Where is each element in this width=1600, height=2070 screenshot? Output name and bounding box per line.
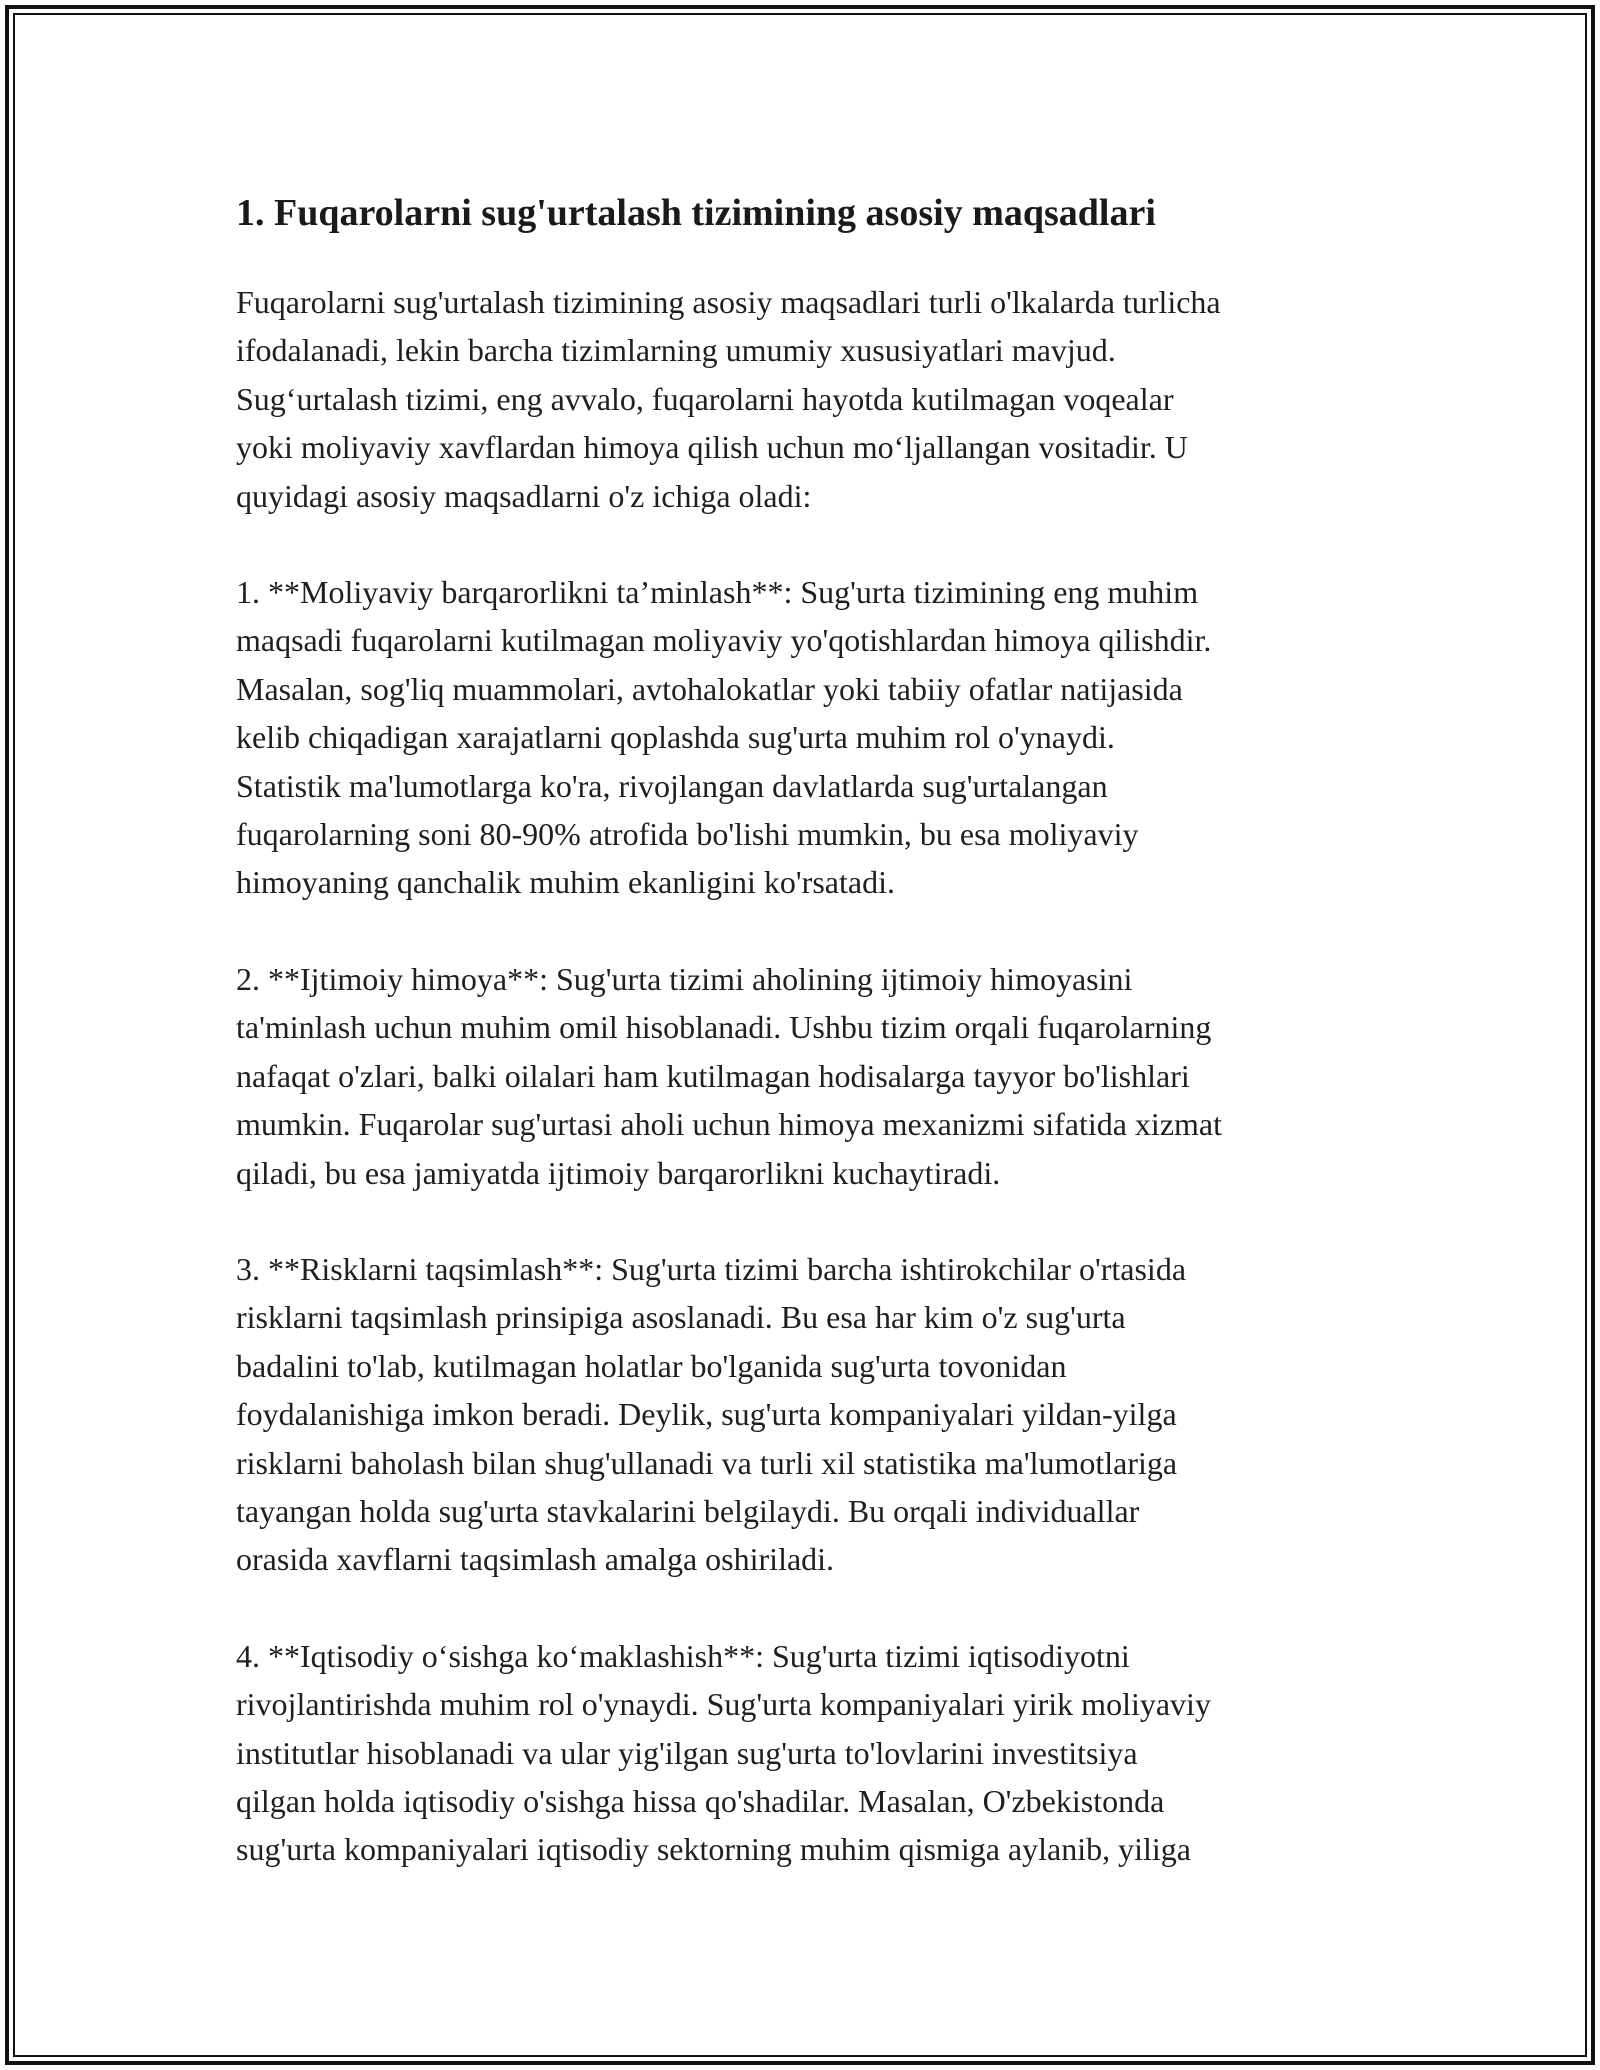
page-title: 1. Fuqarolarni sug'urtalash tizimining asosiy maqsadlari	[236, 192, 1156, 234]
text-line: Statistik ma'lumotlarga ko'ra, rivojlangan davlatlarda sug'urtalangan	[236, 767, 1108, 804]
text-line: mumkin. Fuqarolar sug'urtasi aholi uchun himoya mexanizmi sifatida xizmat	[236, 1106, 1222, 1143]
paragraph-intro	[236, 278, 1376, 520]
text-line: tayangan holda sug'urta stavkalarini belgilaydi. Bu orqali individuallar	[236, 1492, 1140, 1529]
text-line: kelib chiqadigan xarajatlarni qoplashda sug'urta muhim rol o'ynaydi.	[236, 719, 1115, 756]
paragraph-item-2	[236, 955, 1376, 1197]
text-line: risklarni taqsimlash prinsipiga asoslanadi. Bu esa har kim o'z sug'urta	[236, 1299, 1126, 1336]
text-line: fuqarolarning soni 80-90% atrofida bo'lishi mumkin, bu esa moliyaviy	[236, 816, 1139, 853]
paragraph-item-4	[236, 1632, 1376, 1874]
text-line: ifodalanadi, lekin barcha tizimlarning umumiy xususiyatlari mavjud.	[236, 332, 1116, 369]
text-line: ta'minlash uchun muhim omil hisoblanadi. Ushbu tizim orqali fuqarolarning	[236, 1009, 1212, 1046]
paragraph-item-3	[236, 1245, 1376, 1584]
text-line: Sug‘urtalash tizimi, eng avvalo, fuqarolarni hayotda kutilmagan voqealar	[236, 380, 1174, 417]
text-line: quyidagi asosiy maqsadlarni o'z ichiga oladi:	[236, 477, 812, 514]
paragraph-item-1	[236, 568, 1376, 907]
text-line: institutlar hisoblanadi va ular yig'ilgan sug'urta to'lovlarini investitsiya	[236, 1734, 1138, 1771]
text-line: orasida xavflarni taqsimlash amalga oshiriladi.	[236, 1541, 835, 1578]
text-line: badalini to'lab, kutilmagan holatlar bo'lganida sug'urta tovonidan	[236, 1347, 1067, 1384]
text-line: himoyaning qanchalik muhim ekanligini ko'rsatadi.	[236, 864, 895, 901]
text-line: sug'urta kompaniyalari iqtisodiy sektorning muhim qismiga aylanib, yiliga	[236, 1831, 1191, 1868]
text-line: Masalan, sog'liq muammolari, avtohalokatlar yoki tabiiy ofatlar natijasida	[236, 670, 1183, 707]
text-line: yoki moliyaviy xavflardan himoya qilish uchun mo‘ljallangan vositadir. U	[236, 429, 1188, 466]
text-line: nafaqat o'zlari, balki oilalari ham kutilmagan hodisalarga tayyor bo'lishlari	[236, 1057, 1190, 1094]
text-line: Fuqarolarni sug'urtalash tizimining asosiy maqsadlari turli o'lkalarda turlicha	[236, 284, 1221, 320]
text-line: qiladi, bu esa jamiyatda ijtimoiy barqarorlikni kuchaytiradi.	[236, 1154, 1001, 1191]
text-line: foydalanishiga imkon beradi. Deylik, sug'urta kompaniyalari yildan-yilga	[236, 1396, 1177, 1433]
text-line: qilgan holda iqtisodiy o'sishga hissa qo'shadilar. Masalan, O'zbekistonda	[236, 1782, 1165, 1819]
document-body	[236, 188, 1376, 1922]
text-line: 4. **Iqtisodiy o‘sishga ko‘maklashish**: Sug'urta tizimi iqtisodiyotni	[236, 1637, 1130, 1674]
text-line: 2. **Ijtimoiy himoya**: Sug'urta tizimi aholining ijtimoiy himoyasini	[236, 960, 1133, 997]
text-line: risklarni baholash bilan shug'ullanadi va turli xil statistika ma'lumotlariga	[236, 1444, 1178, 1481]
text-line: maqsadi fuqarolarni kutilmagan moliyaviy yo'qotishlardan himoya qilishdir.	[236, 622, 1212, 659]
text-line: 3. **Risklarni taqsimlash**: Sug'urta tizimi barcha ishtirokchilar o'rtasida	[236, 1250, 1187, 1287]
text-line: rivojlantirishda muhim rol o'ynaydi. Sug'urta kompaniyalari yirik moliyaviy	[236, 1686, 1211, 1723]
text-line: 1. **Moliyaviy barqarorlikni ta’minlash**: Sug'urta tizimining eng muhim	[236, 574, 1199, 611]
